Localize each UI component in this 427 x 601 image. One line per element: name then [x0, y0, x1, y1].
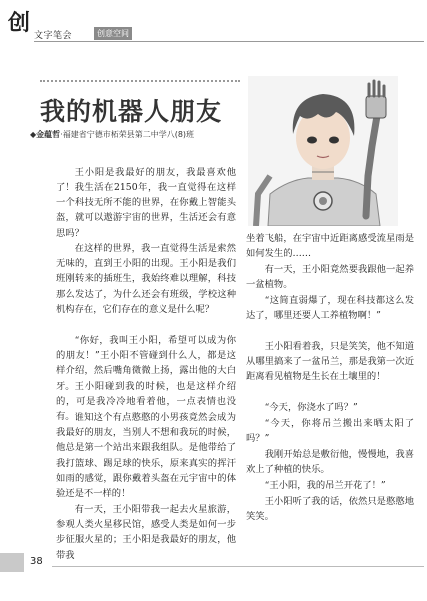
paragraph: “这简直弱爆了，现在科技都这么发达了，哪里还要人工养植物啊！”	[246, 295, 414, 322]
robot-portrait-illustration	[248, 76, 398, 226]
paragraph: 我生活在2150年，我一直觉得在这样一个科技无所不能的世界，在你戴上智能头盔，就可以遨游宇宙的世界，生活还会有意思吗？	[56, 182, 236, 239]
column-badge: 创意空间	[94, 27, 132, 40]
column-name: 文字笔会	[34, 31, 73, 41]
footer-rule	[52, 566, 424, 567]
author-affiliation: ·福建省宁德市柘荣县第二中学八(8)班	[60, 130, 195, 139]
page-number: 38	[30, 556, 43, 567]
paragraph: 王小阳听了我的话，依然只是憨憨地笑笑。	[246, 496, 414, 523]
paragraph: “你好，我叫王小阳，希望可以成为你的朋友！”王小阳不管碰到什么人，都是这样介绍，然后嘴角微微上扬，露出他的大白牙。	[56, 335, 236, 392]
paragraph: 坐着飞船，在宇宙中近距离感受流星雨是如何发生的……	[246, 233, 414, 260]
article-title: 我的机器人朋友	[40, 97, 223, 126]
paragraph: 王小阳是我最好的朋友，我最喜欢他了！	[56, 167, 236, 194]
paragraph: 王小阳看着我，只是笑笑，他不知道从哪里搞来了一盆吊兰，那是我第一次近距离看见植物是生长在土壤里的！	[246, 341, 414, 383]
paragraph: 谁知这个有点憨憨的小男孩竟然会成为我最好的朋友，当别人不想和我玩的时候，他总是第一个站出来跟我组队。是他带给了我打篮球、踢足球的快乐，原来真实的挥汗如雨的感觉，跟你戴着头盔在元宇宙中的体验还是不一样的！	[56, 412, 236, 500]
paragraph: 有一天，王小阳带我一起去火星旅游，参观人类火星移民馆，感受人类是如何一步步征服火星的；王小阳是我最好的朋友，他带我	[56, 504, 236, 561]
paragraph: “今天，你浇水了吗？”	[264, 402, 358, 413]
paragraph: 有一天，王小阳竟然要我跟他一起养一盆植物。	[246, 264, 414, 291]
author-name: ◆金蕴哲	[30, 130, 61, 139]
paragraph: 王小阳碰到我的时候，也是这样介绍的，可是我冷冷地看着他，一点表情也没有。	[56, 381, 236, 423]
paragraph: “王小阳，我的吊兰开花了！”	[264, 480, 386, 491]
paragraph: “今天，你将吊兰搬出来晒太阳了吗？”	[246, 418, 414, 445]
header-rule	[34, 41, 424, 42]
column-logo-char: 创	[8, 11, 31, 36]
paragraph: 在这样的世界，我一直觉得生活是索然无味的，直到王小阳的出现。王小阳是我们班刚转来的插班生，我始终难以理解，科技那么发达了，为什么还会有班级，学校这种机构存在，它们存在的意义是什么呢？	[56, 243, 236, 315]
author-byline	[30, 129, 194, 140]
title-dotted-rule	[40, 80, 240, 82]
paragraph: 我刚开始总是敷衍他，慢慢地，我喜欢上了种植的快乐。	[246, 449, 414, 476]
folio-bar	[0, 553, 24, 572]
